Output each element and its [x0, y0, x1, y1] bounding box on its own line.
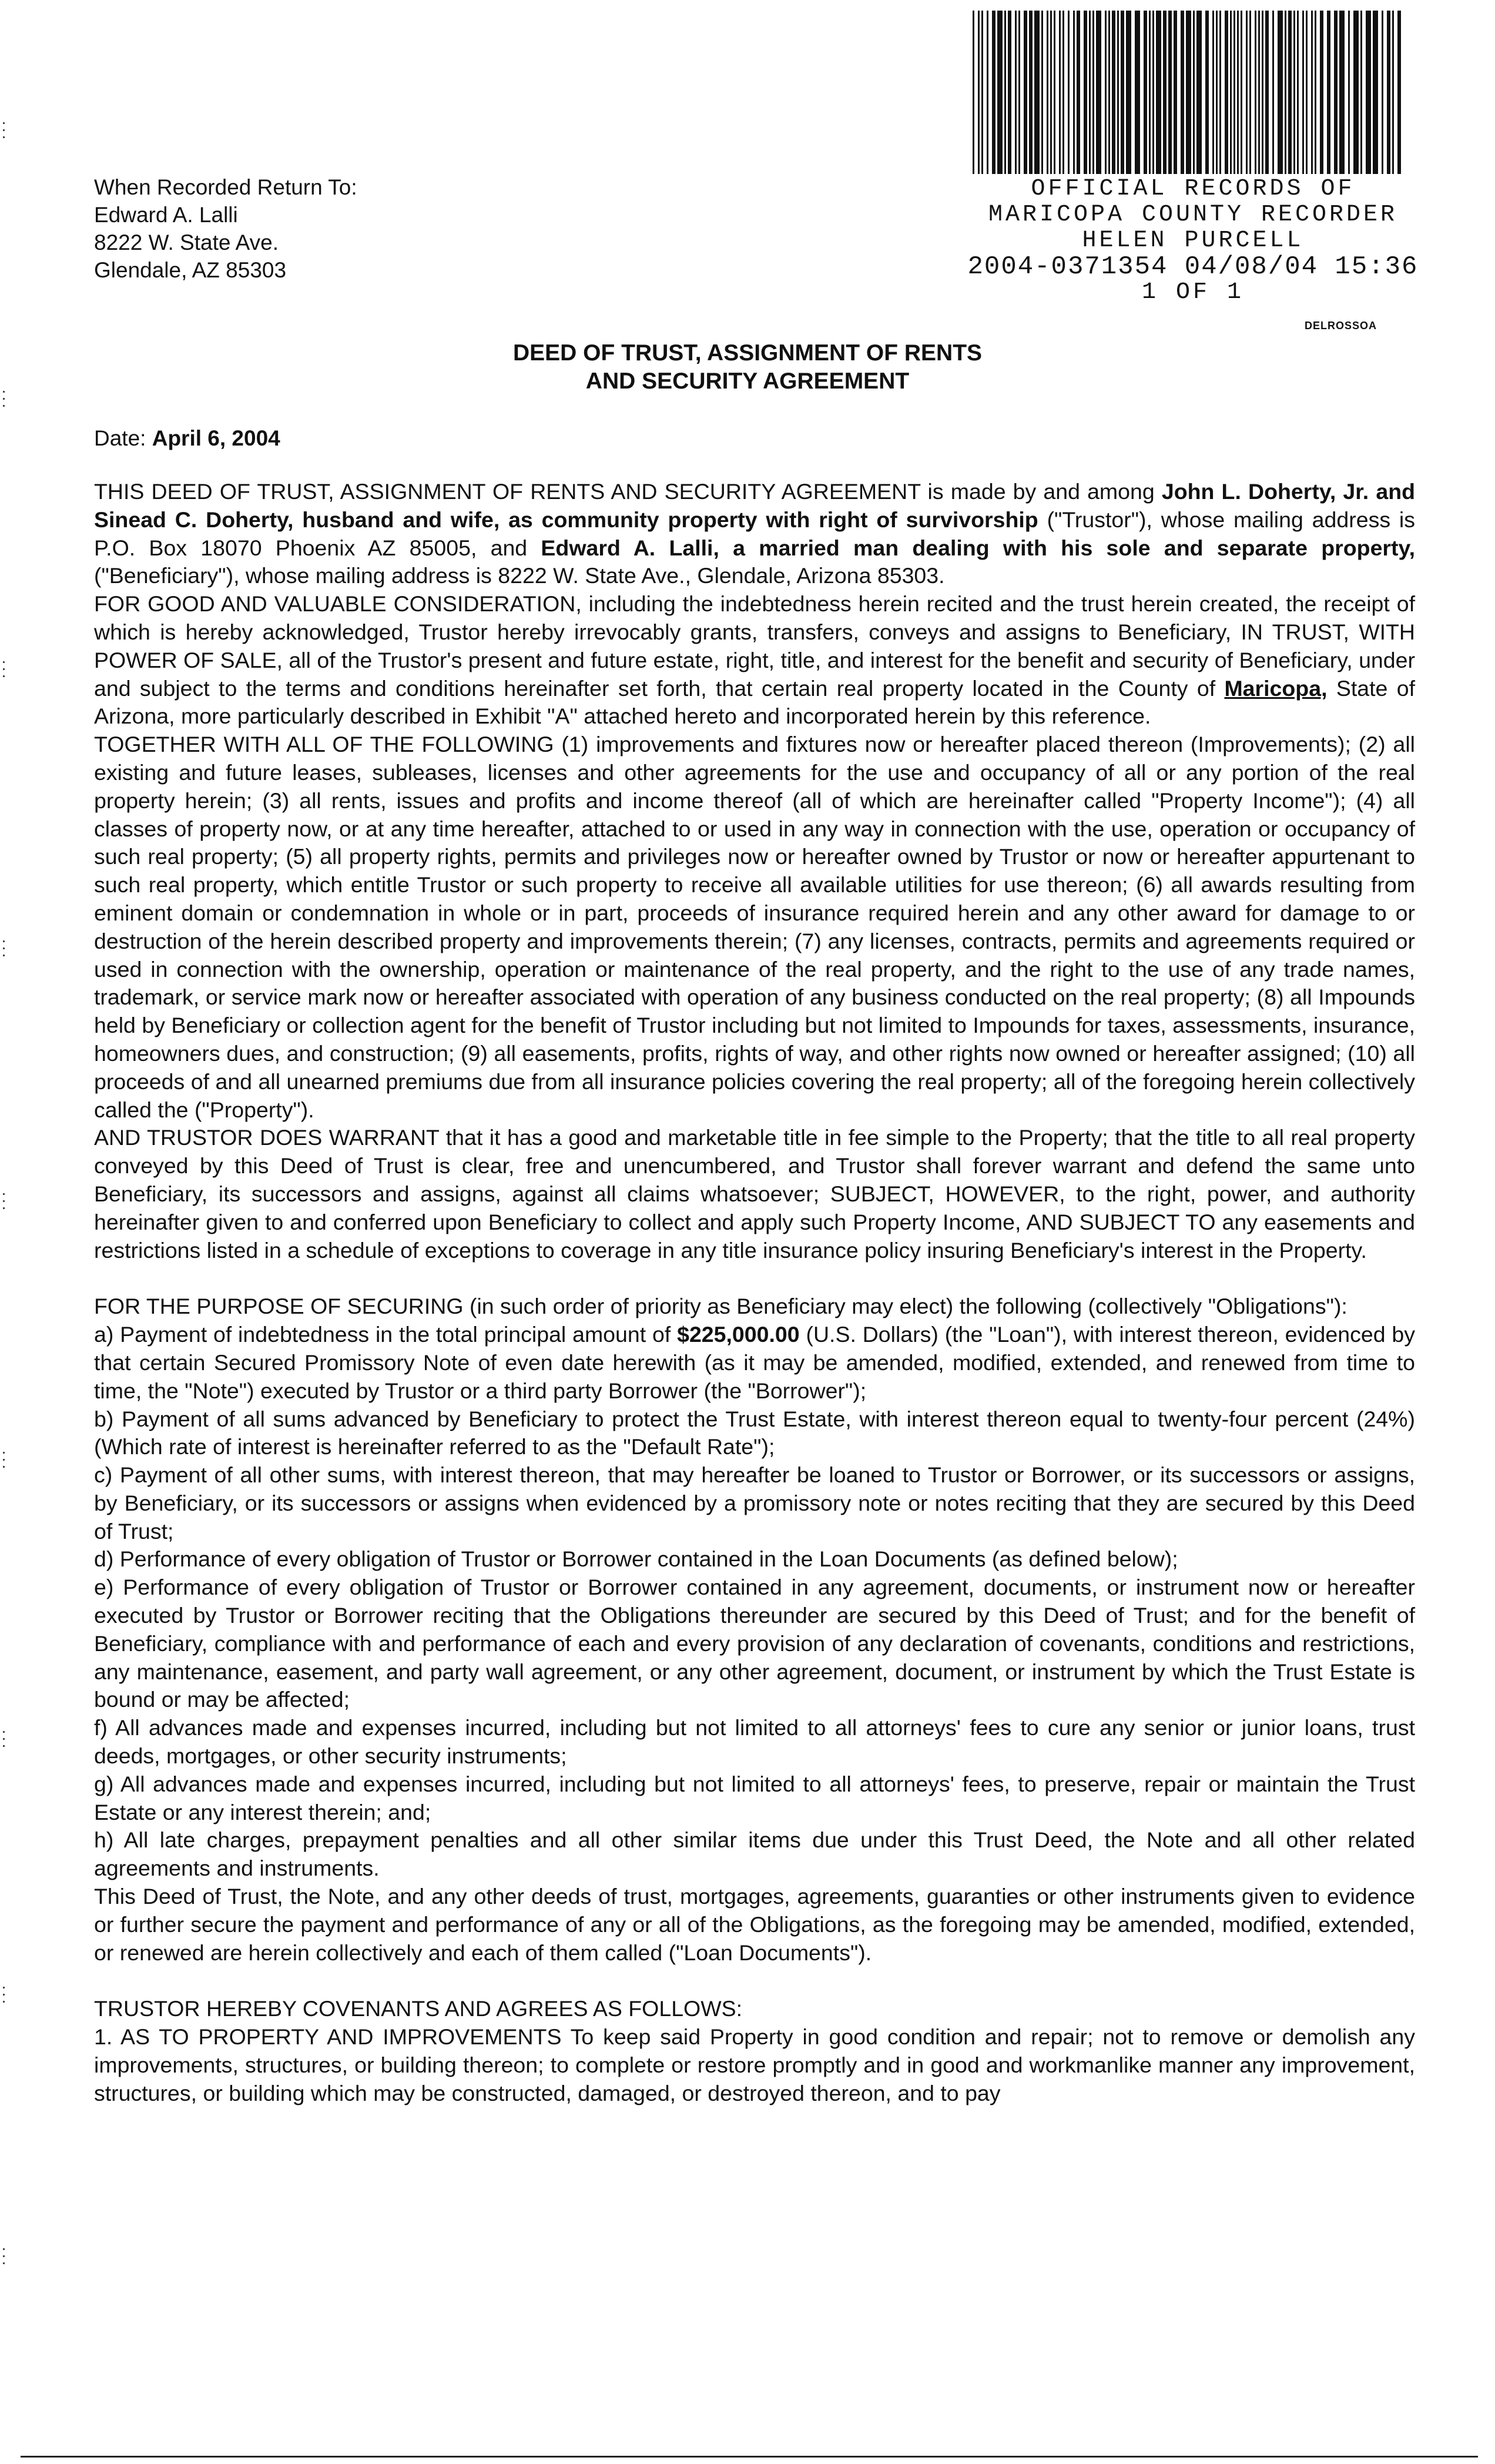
barcode-bar: [1392, 11, 1394, 174]
return-address-block: [94, 173, 357, 284]
barcode-bar: [1348, 11, 1350, 174]
barcode-bar: [1293, 11, 1295, 174]
stamp-line-county: MARICOPA COUNTY RECORDER: [988, 202, 1398, 228]
barcode-bar: [1196, 11, 1202, 174]
barcode-bar: [1366, 11, 1371, 174]
barcode-bar: [1054, 11, 1055, 174]
barcode-bar: [1084, 11, 1087, 174]
consideration-paragraph: [94, 590, 1415, 731]
barcode-bar: [1108, 11, 1110, 174]
barcode-bar: [1149, 11, 1151, 174]
barcode-bar: [1258, 11, 1260, 174]
barcode-bar: [1050, 11, 1052, 174]
barcode-bar: [1174, 11, 1177, 174]
barcode-bar: [1047, 11, 1048, 174]
margin-mark: [3, 391, 5, 412]
stamp-line-page: 1 OF 1: [1141, 279, 1245, 306]
obligation-d: d) Performance of every obligation of Trustor or Borrower contained in the Loan Documents (as defined below);: [94, 1546, 1178, 1572]
parties-paragraph: [94, 478, 1415, 590]
together-paragraph: TOGETHER WITH ALL OF THE FOLLOWING (1) improvements and fixtures now or hereafter placed thereon (Improvements); (2) all existing and future leases, subleases, licenses and other agreements for the use and occupancy of all or any portion of the real property herein; (3) all rents, issues and profits and income thereof (all of which are hereinafter called "Property Income"); (4) all classes of property now, or at any time hereafter, attached to or used in any way in connection with the use, operation or occupancy of such real property; (5) all property rights, permits and privileges now or hereafter owned by Trustor or now or hereafter appurtenant to such real property, which entitle Trustor or such property to receive all available utilities for use thereon; (6) all awards resulting from eminent domain or condemnation in whole or in part, proceeds of insurance required herein and any other award for damage to or destruction of the herein described property and improvements therein; (7) any licenses, contracts, permits and agreements required or used in connection with the ownership, operation or maintenance of the real property, and the right to the use of any trade names, trademark, or service mark now or hereafter associated with operation of any business conducted on the real property; (8) all Impounds held by Beneficiary or collection agent for the benefit of Trustor including but not limited to Impounds for taxes, assessments, insurance, homeowners dues, and construction; (9) all easements, profits, rights of way, and other rights now owned or hereafter assigned; (10) all proceeds of and all unearned premiums due from all insurance policies covering the real property; all of the foregoing herein collectively called the ("Property").: [94, 732, 1415, 1122]
barcode-bar: [1387, 11, 1390, 174]
barcode-bar: [1262, 11, 1263, 174]
barcode-bar: [1255, 11, 1256, 174]
barcode-bar: [992, 11, 995, 174]
margin-mark: [3, 661, 5, 682]
barcode-bar: [1297, 11, 1299, 174]
barcode-bar: [1059, 11, 1061, 174]
barcode-bar: [1382, 11, 1383, 174]
barcode-bar: [1135, 11, 1140, 174]
barcode-bar: [1077, 11, 1080, 174]
barcode-bar: [1311, 11, 1313, 174]
barcode-bar: [1216, 11, 1218, 174]
barcode-bar: [1152, 11, 1154, 174]
barcode-bar: [1024, 11, 1027, 174]
barcode-bar: [1041, 11, 1043, 174]
obligation-c: c) Payment of all other sums, with interest thereon, that may hereafter be loaned to Trustor or Borrower, or its successors or assigns, by Beneficiary, or its successors or assigns when evidenced by a promissory note or notes reciting that they are secured by this Deed of Trust;: [94, 1462, 1415, 1544]
obligation-g: g) All advances made and expenses incurred, including but not limited to all attorneys' fees, to preserve, repair or maintain the Trust Estate or any interest therein; and;: [94, 1771, 1415, 1824]
consideration-tail: State of Arizona, more particularly described in Exhibit "A" attached hereto and incorporated herein by this reference.: [94, 675, 1415, 729]
barcode-bar: [1327, 11, 1330, 174]
document-date: [94, 426, 280, 451]
barcode-bar: [1249, 11, 1251, 174]
barcode-graphic: [973, 11, 1402, 174]
county-name: Maricopa,: [1224, 675, 1328, 701]
loan-amount: $225,000.00: [677, 1322, 800, 1347]
barcode-bar: [1225, 11, 1228, 174]
barcode-bar: [1193, 11, 1195, 174]
loan-documents-paragraph: This Deed of Trust, the Note, and any other deeds of trust, mortgages, agreements, guaranties or other instruments given to evidence or further secure the payment and performance of any or all of the Obligations, as the foregoing may be amended, modified, extended, or renewed are herein collectively and each of them called ("Loan Documents").: [94, 1884, 1415, 1965]
barcode-bar: [1278, 11, 1283, 174]
margin-mark: [3, 940, 5, 962]
barcode-bar: [1096, 11, 1101, 174]
barcode-bar: [1126, 11, 1131, 174]
return-name: Edward A. Lalli: [94, 203, 238, 227]
barcode-bar: [1105, 11, 1107, 174]
barcode-bar: [1212, 11, 1214, 174]
purpose-paragraph: FOR THE PURPOSE OF SECURING (in such order of priority as Beneficiary may elect) the following (collectively "Obligations"):: [94, 1294, 1347, 1319]
barcode-bar: [1339, 11, 1345, 174]
barcode-bar: [1320, 11, 1323, 174]
barcode-bar: [1219, 11, 1221, 174]
barcode-bar: [1302, 11, 1304, 174]
title-line-2: AND SECURITY AGREEMENT: [585, 369, 910, 394]
obligation-f: f) All advances made and expenses incurred, including but not limited to all attorneys' fees to cure any senior or junior loans, trust deeds, mortgages, or other security instruments;: [94, 1715, 1415, 1769]
barcode-bar: [1241, 11, 1242, 174]
warrant-paragraph: AND TRUSTOR DOES WARRANT that it has a good and marketable title in fee simple to the Property; that the title to all real property conveyed by this Deed of Trust is clear, free and unencumbered, and Trustor shall forever warrant and defend the same unto Beneficiary, its successors and assigns, against all claims whatsoever; SUBJECT, HOWEVER, to the right, power, and authority hereinafter given to and conferred upon Beneficiary to collect and apply such Property Income, AND SUBJECT TO any easements and restrictions listed in a schedule of exceptions to coverage in any title insurance policy insuring Beneficiary's interest in the Property.: [94, 1125, 1415, 1263]
margin-mark: [3, 1452, 5, 1473]
barcode-bar: [1230, 11, 1232, 174]
operator-tag: DELROSSOA: [1305, 320, 1377, 332]
date-value: April 6, 2004: [152, 426, 280, 450]
stamp-line-recorder: HELEN PURCELL: [1082, 227, 1304, 254]
barcode-bar: [1272, 11, 1274, 174]
barcode-bar: [1163, 11, 1166, 174]
trustor-address: ("Trustor"), whose mailing address is P.O. Box 18070 Phoenix AZ 85005, and: [94, 507, 1415, 560]
covenants-heading: TRUSTOR HEREBY COVENANTS AND AGREES AS FOLLOWS:: [94, 1996, 743, 2021]
obligation-a-text: a) Payment of indebtedness in the total principal amount of: [94, 1322, 671, 1347]
recorder-stamp: [940, 176, 1446, 306]
barcode-bar: [987, 11, 988, 174]
barcode-bar: [1121, 11, 1124, 174]
barcode-bar: [1360, 11, 1362, 174]
stamp-line-record-number: 2004-0371354 04/08/04 15:36: [967, 252, 1419, 282]
barcode-bar: [1062, 11, 1064, 174]
obligation-a-tail: (U.S. Dollars) (the "Loan"), with interest thereon, evidenced by that certain Secured Promissory Note of even date herewith (as it may be amended, modified, extended, and renewed from time to time, the "Note") executed by Trustor or a third party Borrower (the "Borrower");: [94, 1322, 1416, 1403]
barcode-bar: [978, 11, 980, 174]
barcode-bar: [1008, 11, 1011, 174]
bottom-rule: [21, 2456, 1478, 2458]
barcode-bar: [973, 11, 974, 174]
obligation-b: b) Payment of all sums advanced by Beneficiary to protect the Trust Estate, with interest thereon equal to twenty-four percent (24%) (Which rate of interest is hereinafter referred to as the "Default Rate");: [94, 1406, 1415, 1459]
document-title: [0, 339, 1495, 396]
covenant-item-1: 1. AS TO PROPERTY AND IMPROVEMENTS To keep said Property in good condition and repair; not to remove or demolish any improvements, structures, or building thereon; to complete or restore promptly and in good and workmanlike manner any improvement, structures, or building which may be constructed, damaged, or destroyed thereon, and to pay: [94, 2024, 1415, 2105]
return-city: Glendale, AZ 85303: [94, 258, 287, 282]
return-street: 8222 W. State Ave.: [94, 230, 279, 255]
obligation-h: h) All late charges, prepayment penalties and all other similar items due under this Trust Deed, the Note and all other related agreements and instruments.: [94, 1827, 1415, 1881]
margin-mark: [3, 122, 5, 143]
trustor-name: John L. Doherty, Jr. and Sinead C. Doherty, husband and wife, as community property with right of survivorship: [94, 479, 1416, 532]
return-heading: When Recorded Return To:: [94, 175, 357, 199]
barcode-bar: [1156, 11, 1161, 174]
barcode-bar: [1144, 11, 1147, 174]
barcode-bar: [981, 11, 983, 174]
barcode-bar: [1068, 11, 1070, 174]
barcode-bar: [1353, 11, 1359, 174]
obligation-e: e) Performance of every obligation of Trustor or Borrower contained in any agreement, documents, or instrument now or hereafter executed by Trustor or Borrower reciting that the Obligations thereunder are secured by this Deed of Trust; and for the benefit of Beneficiary, compliance with and performance of each and every provision of any declaration of covenants, conditions and restrictions, any maintenance, easement, and party wall agreement, or any other agreement, document, or instrument by which the Trust Estate is bound or may be affected;: [94, 1575, 1415, 1712]
barcode-bar: [1092, 11, 1094, 174]
barcode-bar: [1181, 11, 1184, 174]
barcode-bar: [1397, 11, 1401, 174]
barcode-bar: [1334, 11, 1338, 174]
document-body: [94, 478, 1415, 2108]
barcode-bar: [1373, 11, 1378, 174]
barcode-bar: [1029, 11, 1033, 174]
barcode-bar: [1205, 11, 1209, 174]
margin-mark: [3, 2248, 5, 2269]
margin-mark: [3, 1987, 5, 2008]
barcode-bar: [1288, 11, 1292, 174]
margin-mark: [3, 1731, 5, 1752]
stamp-line-official: OFFICIAL RECORDS OF: [1031, 176, 1355, 202]
barcode-bar: [1246, 11, 1248, 174]
margin-mark: [3, 1193, 5, 1214]
barcode-bar: [1233, 11, 1235, 174]
obligation-a: [94, 1321, 1415, 1405]
barcode-bar: [1315, 11, 1316, 174]
barcode-bar: [1073, 11, 1075, 174]
barcode-bar: [1004, 11, 1006, 174]
barcode-bar: [1117, 11, 1119, 174]
barcode-bar: [1285, 11, 1286, 174]
barcode-bar: [1015, 11, 1017, 174]
barcode-bar: [1034, 11, 1040, 174]
parties-intro: THIS DEED OF TRUST, ASSIGNMENT OF RENTS AND SECURITY AGREEMENT is made by and among: [94, 479, 1155, 504]
barcode-bar: [1186, 11, 1191, 174]
date-label: Date:: [94, 426, 146, 450]
consideration-text: FOR GOOD AND VALUABLE CONSIDERATION, including the indebtedness herein recited and the trust herein created, the receipt of which is hereby acknowledged, Trustor hereby irrevocably grants, transfers, conveys and assigns to Beneficiary, IN TRUST, WITH POWER OF SALE, all of the Trustor's present and future estate, right, title, and interest for the benefit and security of Beneficiary, under and subject to the terms and conditions hereinafter set forth, that certain real property located in the County of: [94, 591, 1415, 701]
barcode-bar: [1168, 11, 1172, 174]
barcode-bar: [1306, 11, 1308, 174]
barcode-bar: [1018, 11, 1020, 174]
title-line-1: DEED OF TRUST, ASSIGNMENT OF RENTS: [512, 340, 983, 366]
beneficiary-address: ("Beneficiary"), whose mailing address is 8222 W. State Ave., Glendale, Arizona 85303.: [94, 563, 945, 588]
barcode-bar: [1112, 11, 1115, 174]
barcode-bar: [1265, 11, 1269, 174]
barcode-bar: [1089, 11, 1091, 174]
barcode-bar: [1237, 11, 1239, 174]
barcode-bar: [997, 11, 1003, 174]
beneficiary-name: Edward A. Lalli, a married man dealing with his sole and separate property,: [541, 535, 1415, 560]
